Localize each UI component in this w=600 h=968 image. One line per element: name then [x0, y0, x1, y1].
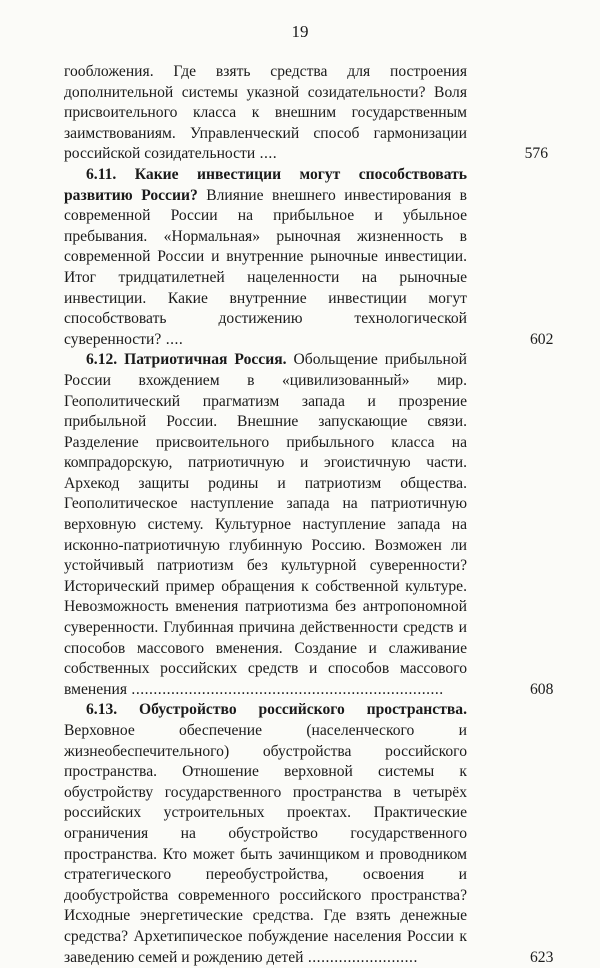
toc-entry-page: 623: [530, 948, 554, 966]
page-number: 19: [291, 22, 309, 41]
toc-entry-heading: 6.11. Какие инвестиции могут способствовать развитию России?: [64, 165, 467, 204]
toc-entry-heading: 6.13. Обустройство российского пространства.: [86, 701, 467, 719]
toc-entry-leader: .......................................................................: [127, 680, 444, 698]
toc-entry-page: 608: [530, 680, 554, 698]
toc-entry-6-13: [64, 700, 554, 968]
table-of-contents: [64, 62, 554, 968]
toc-entry-text: гообложения. Где взять средства для построения дополнительной системы указной созидательности? Воля присвоительного класса к внешним государственным заимствованиям. Управленческий способ гармонизации российской созидательности: [64, 63, 467, 163]
toc-entry-leader: ....: [161, 330, 184, 348]
toc-entry-6-11: [64, 165, 554, 350]
toc-entry-text: Верховное обеспечение (населенческого и жизнеобеспечительного) обустройства российского пространства. Отношение верховной системы к обустройству государственного пространства в четырёх российских устроительных проектах. Практические ограничения на обустройство государственного пространства. Кто может быть зачинщиком и проводником стратегического переобустройства, освоения и дообустройства современного российского пространства? Исходные энергетические средства. Где взять денежные средства? Архетипическое побуждение населения России к заведению семей и рождению детей: [64, 722, 467, 966]
toc-entry-leader: .........................: [303, 948, 418, 966]
toc-entry-text: Влияние внешнего инвестирования в современной России на прибыльное и убыльное пребывания. «Нормальная» рыночная жизненность в современной России и внутренние рыночные инвестиции. Итог тридцатилетней нацеленности на рыночные инвестиции. Какие внутренние инвестиции могут способствовать достижению технологической суверенности?: [64, 186, 467, 348]
toc-entry-heading: 6.12. Патриотичная Россия.: [86, 351, 287, 369]
toc-entry-page: 576: [524, 145, 548, 163]
toc-entry-leader: ....: [255, 145, 278, 163]
toc-entry-page: 602: [530, 330, 554, 348]
toc-entry-text: Обольщение прибыльной России вхождением в «цивилизованный» мир. Геополитический прагматизм запада и прозрение прибыльной России. Внешние запускающие связи. Разделение присвоительного прибыльного класса на компрадорскую, патриотичную и эгоистичную части. Архекод защиты родины и патриотизм общества. Геополитическое наступление запада на патриотичную верховную систему. Культурное наступление запада на исконно-патриотичную глубинную Россию. Возможен ли устойчивый патриотизм без культурной суверенности? Исторический пример обращения к собственной культуре. Невозможность вменения патриотизма без антропономной суверенности. Глубинная причина действенности средств и способов массового вменения. Создание и слаживание собственных российских средств и способов массового вменения: [64, 351, 467, 698]
toc-entry-continuation: [64, 62, 548, 165]
toc-entry-6-12: [64, 350, 554, 700]
